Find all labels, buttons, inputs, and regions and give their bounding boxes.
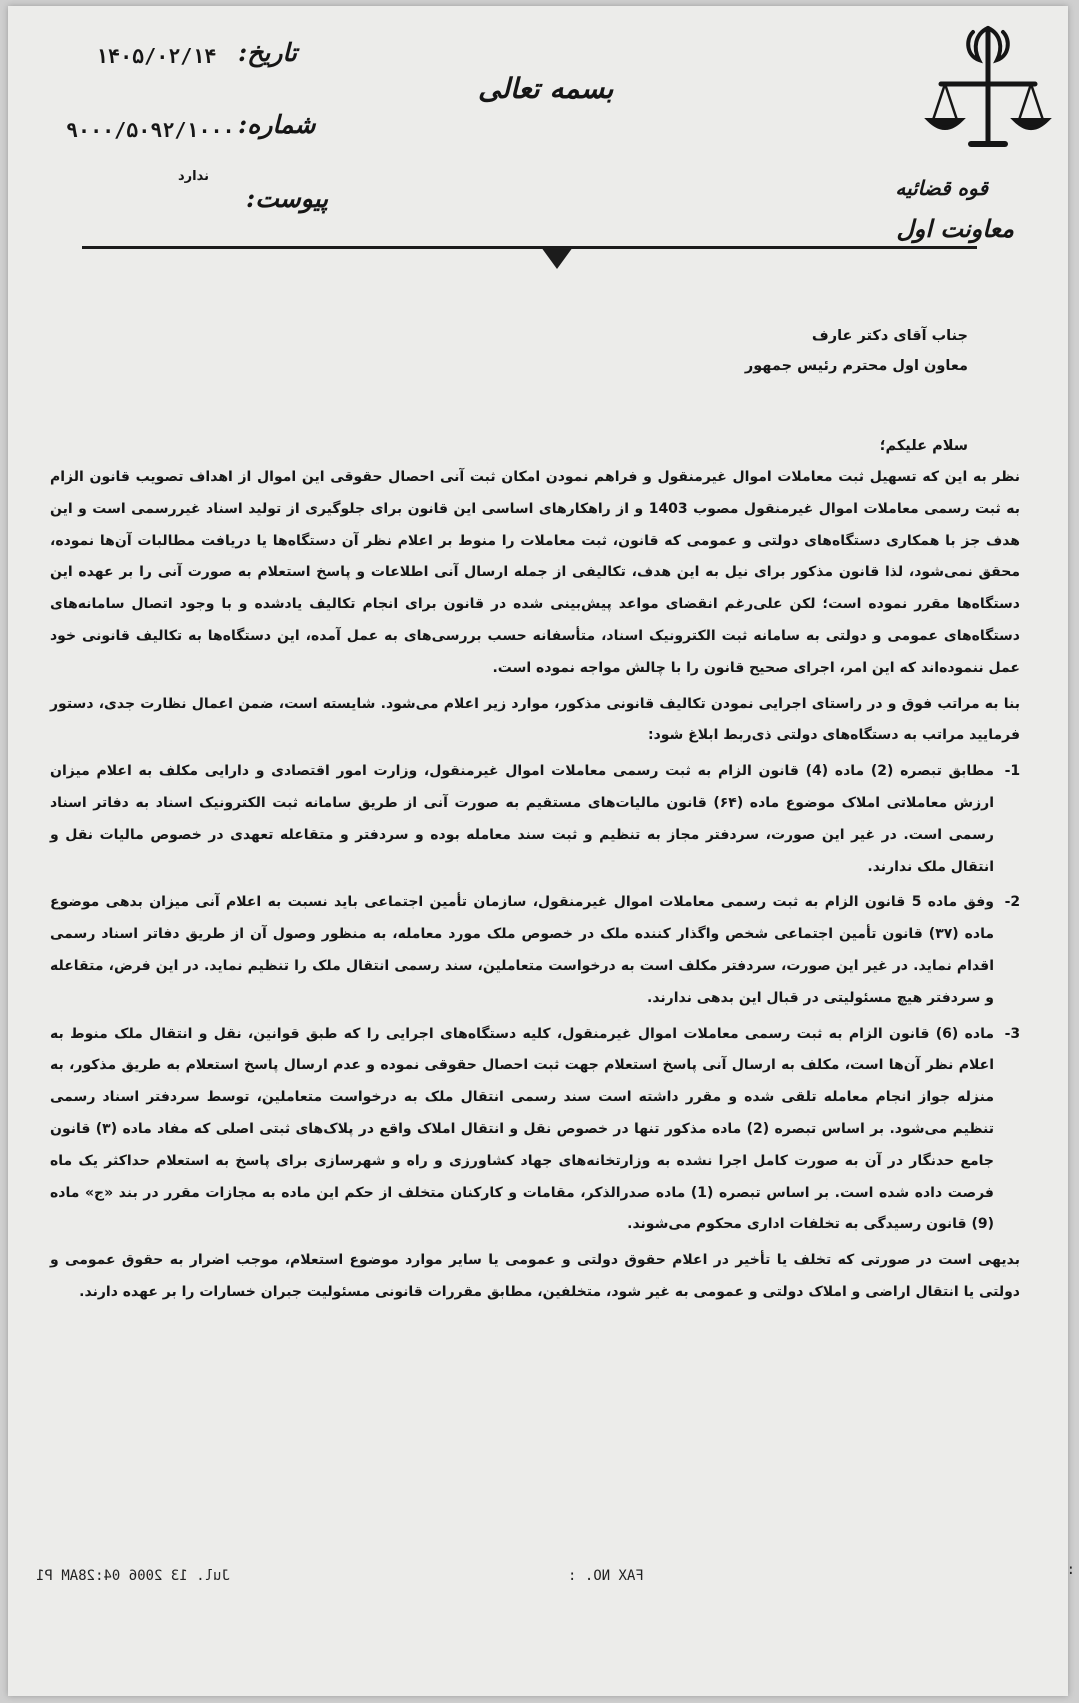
item-number: -2	[1004, 894, 1020, 911]
closing-paragraph: بدیهی است در صورتی که تخلف یا تأخیر در اعلام حقوق دولتی و عمومی یا سایر موارد موضوع استعلام، موجب اضرار به حقوق عمومی و دولتی یا انتقال اراضی و املاک دولتی و عمومی به غیر شود، متخلفین، مطابق مقررات قانونی مسئولیت جبران خسارات را بر عهده دارند.	[50, 1252, 1020, 1300]
number-value: ۹۰۰۰/۵۰۹۲/۱۰۰۰	[66, 118, 235, 142]
letter-body	[50, 462, 1020, 1309]
fax-number: FAX NO. :	[568, 1568, 644, 1584]
letter-page	[8, 6, 1068, 1696]
list-item	[50, 1019, 1020, 1242]
date-label: تاریخ:	[238, 38, 297, 67]
directive-paragraph: بنا به مراتب فوق و در راستای اجرایی نمودن تکالیف قانونی مذکور، موارد زیر اعلام می‌شود. شایسته است، ضمن اعمال نظارت جدی، دستور فرمایید مراتب به دستگاه‌های دولتی ذی‌ربط ابلاغ شود:	[50, 695, 1020, 744]
fax-timestamp: Jul. 13 2006 04:28AM P1	[36, 1568, 230, 1584]
org-department: معاونت اول	[896, 214, 1014, 243]
list-item	[50, 756, 1020, 883]
basmala-heading: بسمه تعالی	[478, 72, 614, 105]
item-text: وفق ماده 5 قانون الزام به ثبت رسمی معاملات اموال غیرمنقول، سازمان تأمین اجتماعی باید نسبت به اعلام آنی میزان بدهی موضوع ماده (۳۷) قانون تأمین اجتماعی شخص واگذار کننده ملک در خصوص ملک مورد معامله، به منظور وصول آن از طریق دفاتر اسناد رسمی اقدام نماید. در غیر این صورت، سردفتر مکلف است به درخواست متعاملین، سند رسمی انتقال ملک را تنظیم نماید. در این فرض، متقاعله و سردفتر هیچ مسئولیتی در قبال این بدهی ندارند.	[50, 894, 994, 1006]
attachment-value: ندارد	[178, 169, 210, 184]
addressee-name: جناب آقای دکتر عارف	[811, 328, 968, 344]
attachment-label: پیوست:	[246, 184, 329, 213]
judiciary-emblem-icon	[923, 22, 1053, 152]
org-name: قوه قضائیه	[895, 176, 988, 200]
addressee-title: معاون اول محترم رئیس جمهور	[744, 358, 968, 374]
salutation: سلام علیکم؛	[879, 438, 968, 454]
number-label: شماره:	[238, 110, 316, 139]
item-number: -1	[1004, 763, 1020, 780]
intro-paragraph: نظر به این که تسهیل ثبت معاملات اموال غیرمنقول و فراهم نمودن امکان ثبت آنی احصال حقوقی این اموال از اهداف تصویب قانون الزام به ثبت رسمی معاملات اموال غیرمنقول مصوب 1403 و از راهکارهای اساسی این قانون برای جلوگیری از تولید اسناد غیررسمی است و این هدف جز با همکاری دستگاه‌های دولتی و عمومی که قانون، ثبت معاملات را منوط بر اعلام نظر آن دستگاه‌ها یا دریافت مطالبات آن‌ها نموده، محقق نمی‌شود، لذا قانون مذکور برای نیل به این هدف، تکالیفی از جمله ارسال آنی اطلاعات و پاسخ استعلام به صورت آنی را بر عهده این دستگاه‌ها مقرر نموده است؛ لکن علی‌رغم انقضای مواعد پیش‌بینی شده در قانون برای انجام تکالیف یادشده و با وجود اتصال سامانه‌های دستگاه‌های عمومی و دولتی به سامانه ثبت الکترونیک اسناد، متأسفانه حسب بررسی‌های به عمل آمده، این دستگاه‌ها به تکالیف قانونی خود عمل ننموده‌اند که این امر، اجرای صحیح قانون را با چالش مواجه نموده است.	[50, 469, 1020, 676]
divider-arrow-icon	[541, 247, 573, 269]
scan-edge-mark: :	[1066, 1562, 1075, 1578]
header-divider	[82, 246, 977, 249]
date-value: ۱۴۰۵/۰۲/۱۴	[96, 44, 217, 68]
item-number: -3	[1004, 1025, 1020, 1042]
list-item	[50, 887, 1020, 1014]
directive-list	[50, 756, 1020, 1241]
item-text: مطابق تبصره (2) ماده (4) قانون الزام به ثبت رسمی معاملات اموال غیرمنقول، وزارت امور اقتصادی و دارایی مکلف به اعلام میزان ارزش معاملاتی املاک موضوع ماده (۶۴) قانون مالیات‌های مستقیم به صورت آنی از طریق سامانه ثبت الکترونیک اسناد به دفاتر اسناد رسمی است. در غیر این صورت، سردفتر مجاز به تنظیم و ثبت سند معامله بوده و سردفتر و متقاعله تعهدی در خصوص مالیات نقل و انتقال ملک ندارند.	[50, 763, 994, 875]
item-text: ماده (6) قانون الزام به ثبت رسمی معاملات اموال غیرمنقول، کلیه دستگاه‌های اجرایی را که طبق قوانین، نقل و انتقال ملک منوط به اعلام نظر آن‌ها است، مکلف به ارسال آنی پاسخ استعلام جهت ثبت احصال حقوقی نموده و عدم ارسال پاسخ استعلام به طریق مذکور، به منزله جواز انجام معامله تلقی شده و مقرر داشته است سند رسمی انتقال ملک به درخواست متعاملین، توسط سردفتر اسناد رسمی تنظیم می‌شود. بر اساس تبصره (2) ماده مذکور تنها در خصوص نقل و انتقال املاک واقع در پلاک‌های ثبتی اصلی که مفاد ماده (۳) قانون جامع حدنگار در آن به صورت کامل اجرا نشده به وزارتخانه‌های جهاد کشاورزی و راه و شهرسازی برای پاسخ به استعلام حداکثر یک ماه فرصت داده شده است. بر اساس تبصره (1) ماده صدرالذکر، مقامات و کارکنان متخلف از حکم این ماده به مجازات مقرر در بند «ج» ماده (9) قانون رسیدگی به تخلفات اداری محکوم می‌شوند.	[50, 1025, 994, 1233]
